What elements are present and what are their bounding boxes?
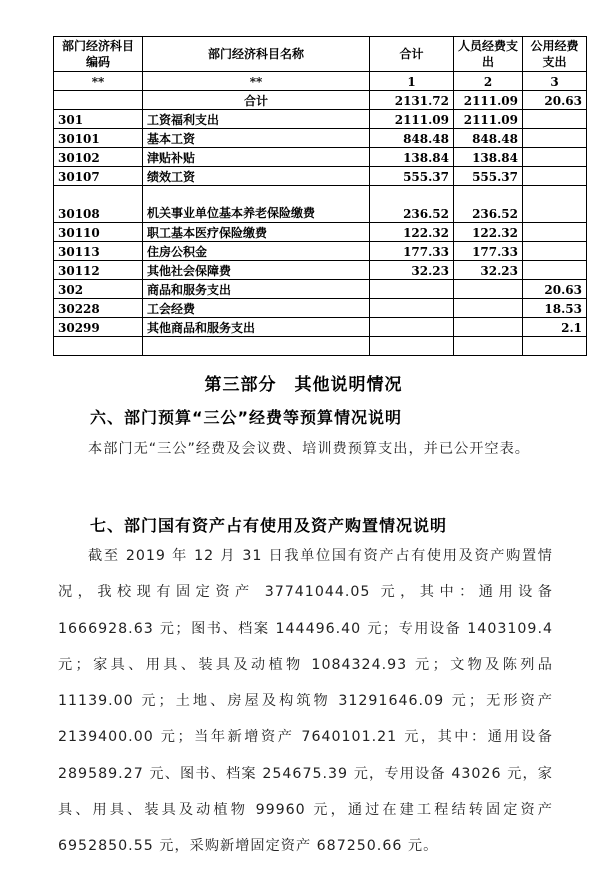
table-row: [54, 337, 587, 356]
table-row: [54, 186, 587, 223]
name-cell: 其他商品和服务支出: [143, 318, 370, 337]
total-cell: 32.23: [370, 261, 454, 280]
personnel-cell: 32.23: [454, 261, 523, 280]
sum-code-cell: [54, 91, 143, 110]
public-cell: 2.1: [523, 318, 587, 337]
table-row: [54, 223, 587, 242]
personnel-cell: 138.84: [454, 148, 523, 167]
name-cell: 基本工资: [143, 129, 370, 148]
public-cell: [523, 223, 587, 242]
public-cell: [523, 261, 587, 280]
total-cell: 2111.09: [370, 110, 454, 129]
table-row: [54, 110, 587, 129]
code-cell: 302: [54, 280, 143, 299]
code-cell: 30101: [54, 129, 143, 148]
public-cell: [523, 186, 587, 223]
table-row: [54, 280, 587, 299]
sum-public: 20.63: [523, 91, 587, 110]
section-title: 第三部分 其他说明情况: [204, 375, 403, 395]
personnel-cell: [454, 318, 523, 337]
index-cell: **: [143, 72, 370, 91]
header-personnel: 人员经费支出: [454, 37, 523, 72]
name-cell: 工资福利支出: [143, 110, 370, 129]
public-cell: [523, 129, 587, 148]
index-cell: 1: [370, 72, 454, 91]
total-cell: 122.32: [370, 223, 454, 242]
budget-table: [53, 36, 587, 356]
total-cell: 236.52: [370, 186, 454, 223]
personnel-cell: 555.37: [454, 167, 523, 186]
name-cell: 津贴补贴: [143, 148, 370, 167]
table-row: [54, 129, 587, 148]
name-cell: 其他社会保障费: [143, 261, 370, 280]
total-cell: 177.33: [370, 242, 454, 261]
name-cell: 商品和服务支出: [143, 280, 370, 299]
paragraph-seven: 截至 2019 年 12 月 31 日我单位国有资产占有使用及资产购置情况，我校现有固定资产 37741044.05 元，其中：通用设备 1666928.63 元；图书、档案 144496.40 元；专用设备 1403109.4 元；家具、用具、装具及动植物 1084324.93 元；文物及陈列品 11139.00 元；土地、房屋及构筑物 31291646.09 元；无形资产 2139400.00 元；当年新增资产 7640101.21 元，其中：通用设备 289589.27 元、图书、档案 254675.39 元，专用设备 43026 元，家具、用具、装具及动植物 99960 元，通过在建工程结转固定资产 6952850.55 元，采购新增固定资产 687250.66 元。: [58, 548, 553, 855]
index-cell: 2: [454, 72, 523, 91]
public-cell: [523, 242, 587, 261]
table-row: [54, 167, 587, 186]
total-cell: 848.48: [370, 129, 454, 148]
code-cell: 30113: [54, 242, 143, 261]
paragraph-six: 本部门无“三公”经费及会议费、培训费预算支出，并已公开空表。: [88, 441, 530, 457]
table-header-row: [54, 37, 587, 72]
code-cell: 30108: [54, 186, 143, 223]
personnel-cell: 122.32: [454, 223, 523, 242]
header-public: 公用经费支出: [523, 37, 587, 72]
total-cell: 138.84: [370, 148, 454, 167]
personnel-cell: 177.33: [454, 242, 523, 261]
public-cell: 18.53: [523, 299, 587, 318]
table-sum-row: [54, 91, 587, 110]
total-cell: [370, 318, 454, 337]
code-cell: 301: [54, 110, 143, 129]
personnel-cell: [454, 280, 523, 299]
total-cell: [370, 280, 454, 299]
sum-label: 合计: [143, 91, 370, 110]
heading-six: 六、部门预算“三公”经费等预算情况说明: [90, 408, 403, 427]
total-cell: [370, 337, 454, 356]
total-cell: 555.37: [370, 167, 454, 186]
name-cell: 机关事业单位基本养老保险缴费: [143, 186, 370, 223]
name-cell: [143, 337, 370, 356]
table-row: [54, 148, 587, 167]
index-cell: **: [54, 72, 143, 91]
budget-table-body: [54, 37, 587, 356]
personnel-cell: [454, 299, 523, 318]
sum-personnel: 2111.09: [454, 91, 523, 110]
public-cell: [523, 167, 587, 186]
index-cell: 3: [523, 72, 587, 91]
code-cell: 30228: [54, 299, 143, 318]
code-cell: 30107: [54, 167, 143, 186]
personnel-cell: 236.52: [454, 186, 523, 223]
total-cell: [370, 299, 454, 318]
name-cell: 住房公积金: [143, 242, 370, 261]
code-cell: 30299: [54, 318, 143, 337]
personnel-cell: 848.48: [454, 129, 523, 148]
code-cell: 30102: [54, 148, 143, 167]
public-cell: 20.63: [523, 280, 587, 299]
name-cell: 绩效工资: [143, 167, 370, 186]
code-cell: [54, 337, 143, 356]
table-index-row: [54, 72, 587, 91]
table-row: [54, 299, 587, 318]
table-row: [54, 261, 587, 280]
public-cell: [523, 337, 587, 356]
name-cell: 工会经费: [143, 299, 370, 318]
code-cell: 30112: [54, 261, 143, 280]
code-cell: 30110: [54, 223, 143, 242]
public-cell: [523, 148, 587, 167]
sum-total: 2131.72: [370, 91, 454, 110]
public-cell: [523, 110, 587, 129]
heading-seven: 七、部门国有资产占有使用及资产购置情况说明: [90, 516, 448, 535]
header-total: 合计: [370, 37, 454, 72]
personnel-cell: [454, 337, 523, 356]
table-row: [54, 318, 587, 337]
table-row: [54, 242, 587, 261]
header-name: 部门经济科目名称: [143, 37, 370, 72]
header-code: 部门经济科目编码: [54, 37, 143, 72]
personnel-cell: 2111.09: [454, 110, 523, 129]
name-cell: 职工基本医疗保险缴费: [143, 223, 370, 242]
